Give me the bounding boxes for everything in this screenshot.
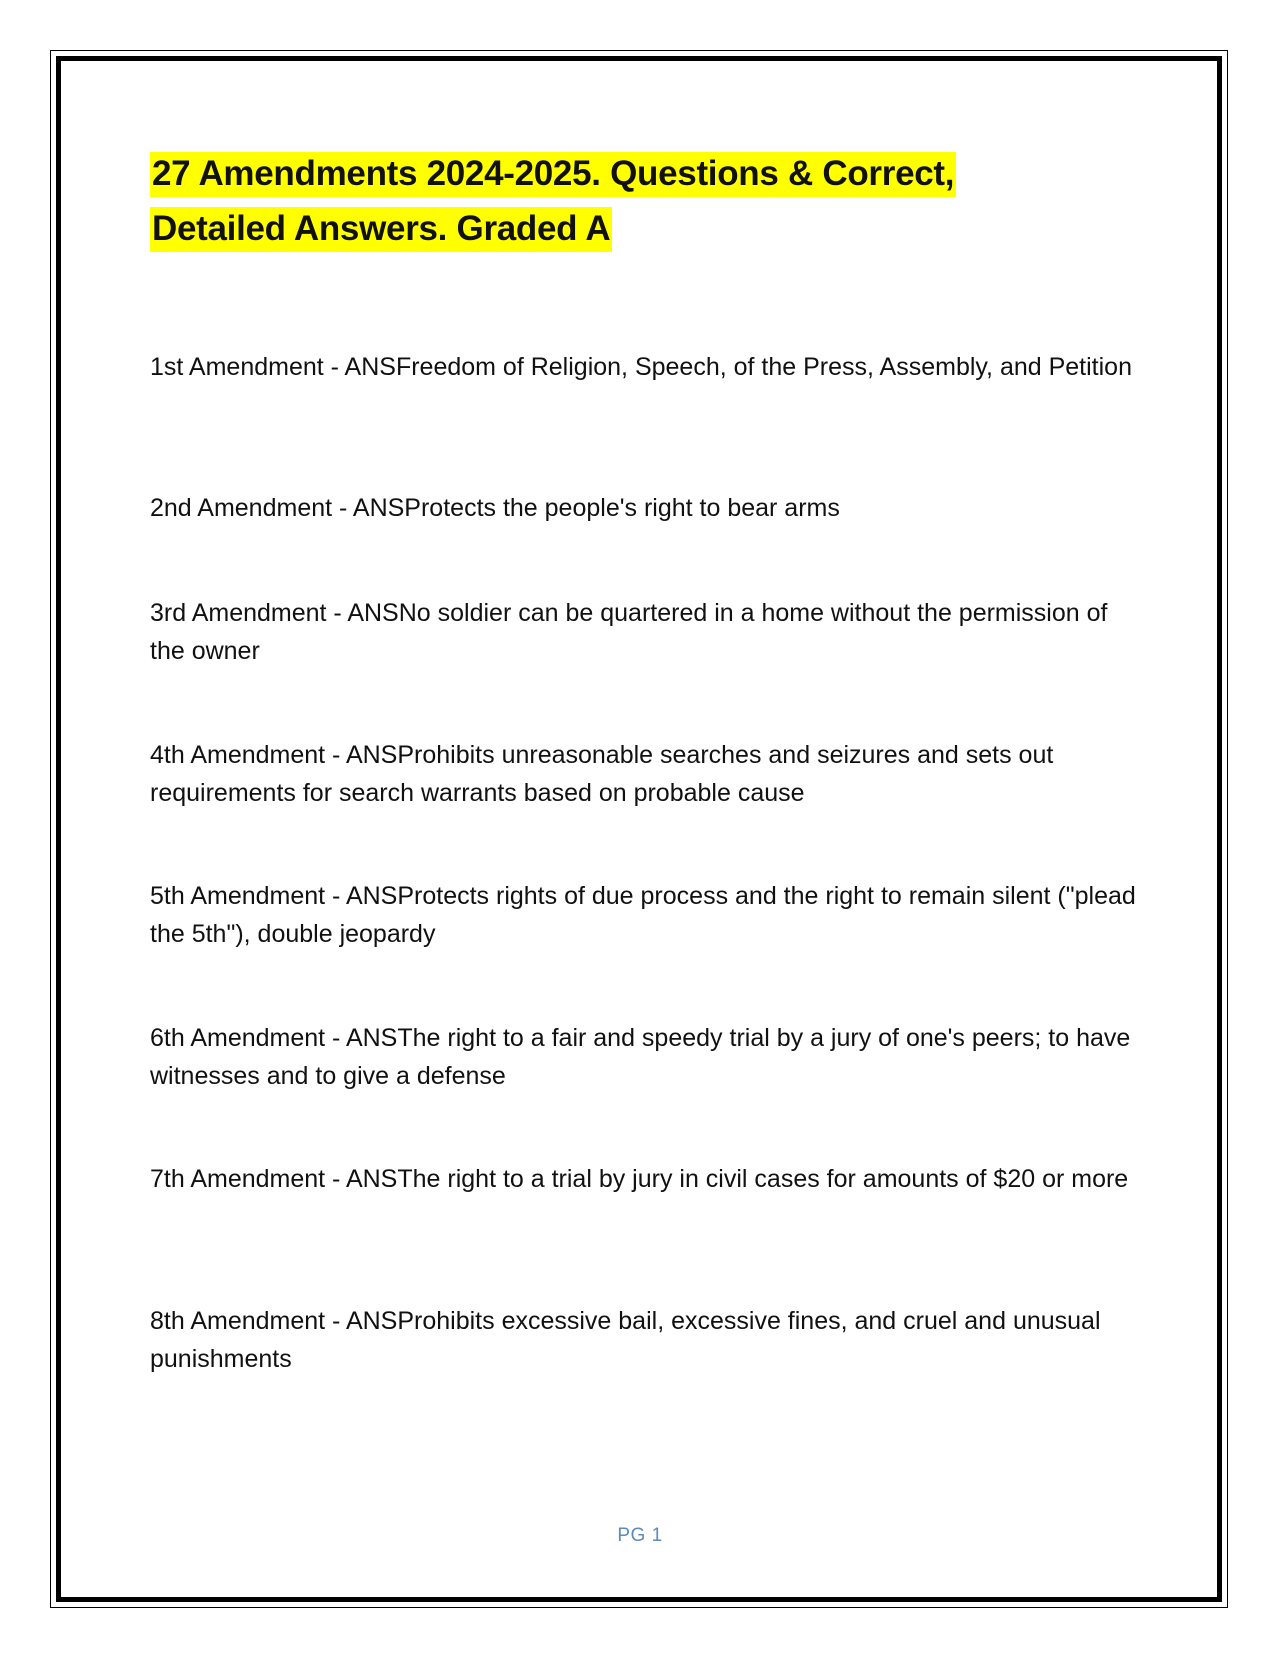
amendment-entry: 4th Amendment - ANSProhibits unreasonable searches and seizures and sets out requirements for search warrants based on probable cause [150,741,1054,807]
amendment-entry: 5th Amendment - ANSProtects rights of due process and the right to remain silent ("plead the 5th"), double jeopardy [150,882,1136,948]
amendment-entry: 7th Amendment - ANSThe right to a trial by jury in civil cases for amounts of $20 or more [150,1165,1129,1193]
amendment-entry: 2nd Amendment - ANSProtects the people's right to bear arms [150,494,840,522]
amendment-entry: 6th Amendment - ANSThe right to a fair and speedy trial by a jury of one's peers; to have witnesses and to give a defense [150,1024,1131,1090]
title-line-1: 27 Amendments 2024-2025. Questions & Correct, [150,152,956,197]
document-title [150,146,1140,256]
amendment-entry: 1st Amendment - ANSFreedom of Religion, Speech, of the Press, Assembly, and Petition [150,353,1132,381]
document-header [150,146,1140,256]
title-line-2: Detailed Answers. Graded A [150,207,612,252]
amendment-entry: 8th Amendment - ANSProhibits excessive bail, excessive fines, and cruel and unusual punishments [150,1307,1101,1373]
page-number: PG 1 [617,1525,663,1546]
amendment-entry: 3rd Amendment - ANSNo soldier can be quartered in a home without the permission of the owner [150,599,1108,665]
